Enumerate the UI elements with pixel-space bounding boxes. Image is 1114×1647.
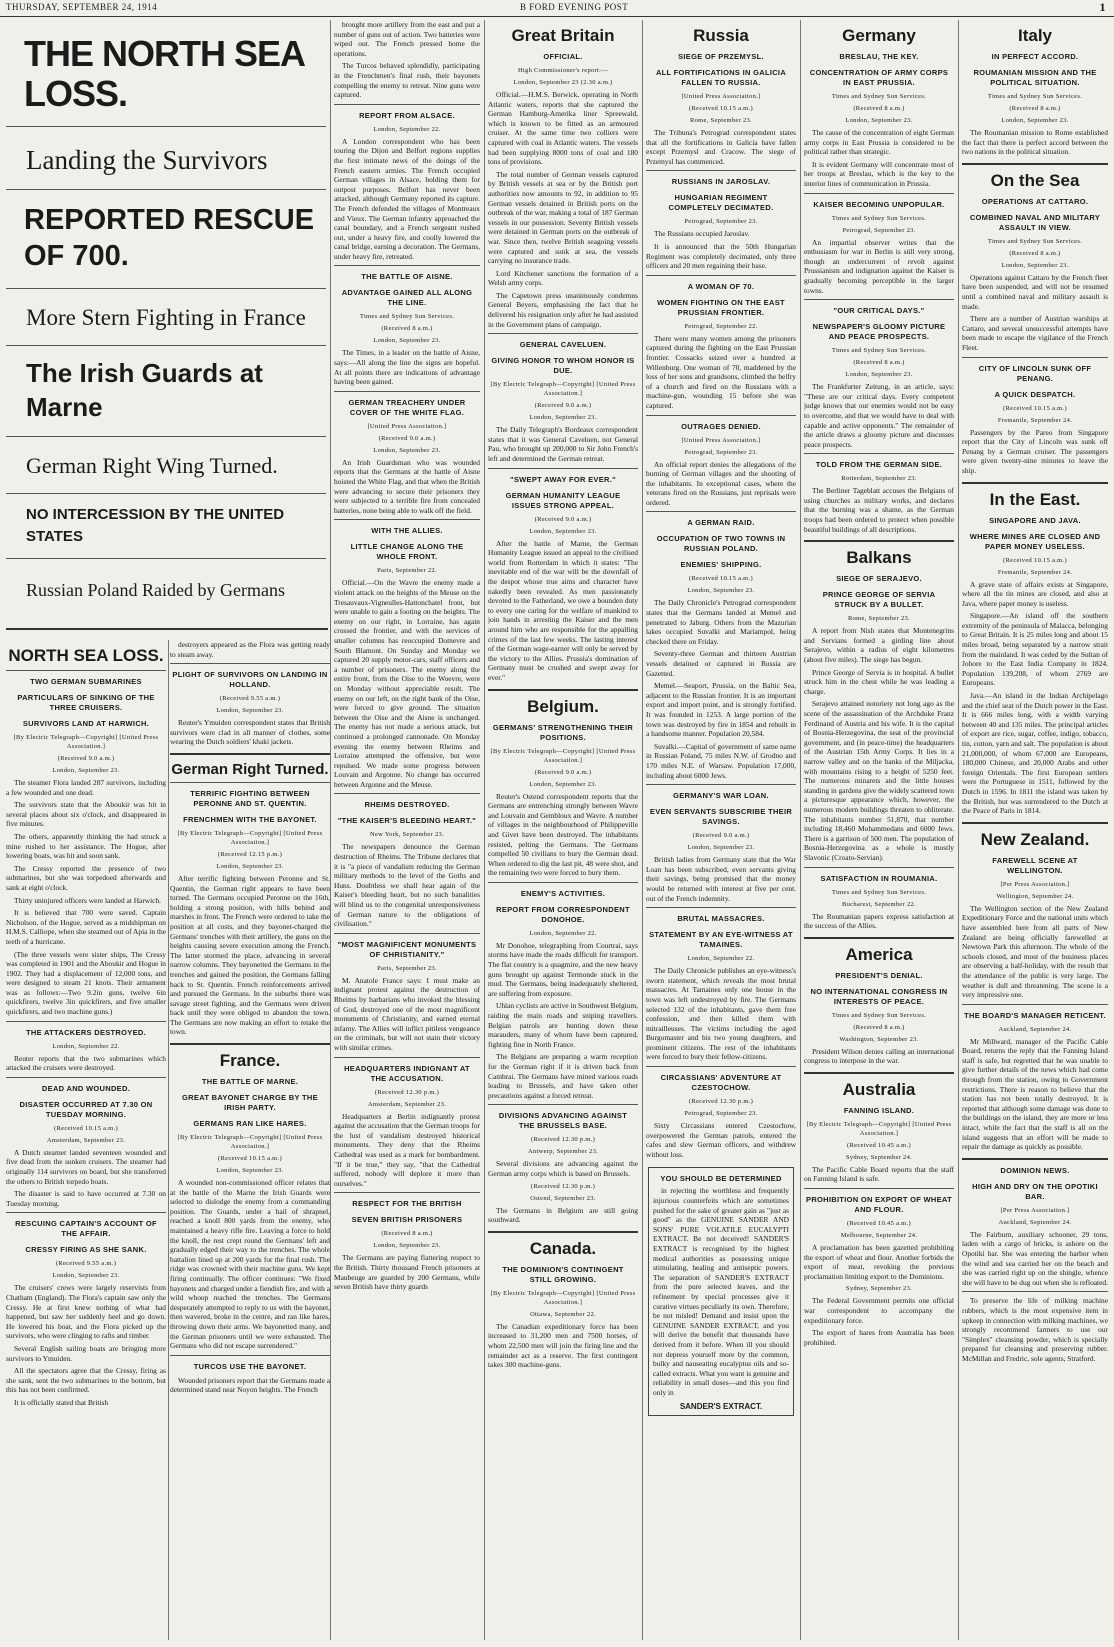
advertisement: [648, 1167, 794, 1415]
received-note: (Received 9.0 a.m.): [534, 768, 592, 776]
paragraph: Several divisions are advancing against the German army corps which is based on Brussels.: [488, 1159, 638, 1178]
paragraph: The export of hares from Australia has been prohibited.: [804, 1328, 954, 1347]
column-rule: [330, 20, 331, 1640]
subheading: STATEMENT BY AN EYE-WITNESS AT TAMAINES.: [649, 930, 793, 950]
paragraph: The survivors state that the Aboukir was hit in several places about six o'clock, and disappeared in five minutes.: [6, 800, 166, 829]
column-rule: [484, 20, 485, 1640]
paragraph: It is evident Germany will concentrate most of her troops at Breslau, which is the key to the interior lines of communication in Prussia.: [804, 159, 954, 188]
byline: [By Electric Telegraph—Copyright] [United Press Association.]: [177, 1134, 323, 1151]
subheading: IN PERFECT ACCORD.: [991, 52, 1079, 61]
subheading: FRENCHMEN WITH THE BAYONET.: [183, 814, 317, 824]
received-note: (Received 10.15 a.m.): [689, 105, 753, 112]
paragraph: brought more artillery from the east and put a number of guns out of action. Two batteries were wiped out. The French pressed home the operations.: [334, 20, 480, 58]
dateline: London, September 23.: [216, 707, 284, 715]
subheading: SINGAPORE AND JAVA.: [989, 515, 1081, 525]
received-note: (Received 10.15 a.m.): [54, 1124, 118, 1132]
byline: High Commissioner's report:—: [517, 67, 609, 74]
subheading: FAREWELL SCENE AT WELLINGTON.: [992, 855, 1078, 875]
dateline: Amsterdam, September 23.: [367, 1100, 447, 1108]
paragraph: Prince George of Servia is in hospital. A bullet struck him in the chest while he was leading a charge.: [804, 667, 954, 696]
paragraph: A London correspondent who has been touring the Dijon and Belfort regions supplies the first intimate news of the doings of the French eastern armies. The French occupied German villages in Alsace, holding them for outpost purposes. Belfort has never been attacked, although Germany reported its capture. The French defended the villages of Montreaux and Vieux. The German infantry approached the canal boundary, and a French sergeant rushed out, under a heavy fire, and coolly lowered the canal bridge, earning a decoration. The Germans, under heavy fire, retreated.: [334, 136, 480, 261]
dateline: London, September 23.: [529, 414, 597, 422]
paragraph: The cruisers' crews were largely reservists from Chatham (England). The Flora's captain saw only the Cressy. He at first knew nothing of what had happened, but saw her suddenly heel and go down. He lowered his boat, and the Flora picked up the survivors, who were clinging to rafts and timber.: [6, 1283, 166, 1341]
dateline: London, September 23.: [529, 527, 597, 535]
subheading: REPORT FROM CORRESPONDENT DONOHOE.: [496, 904, 630, 924]
subheading: GENERAL CAVELUEN.: [519, 340, 607, 350]
byline: Times and Sydney Sun Services.: [831, 214, 927, 222]
ad-heading: YOU SHOULD BE DETERMINED: [660, 1174, 782, 1184]
dateline: Fremantle, September 24.: [997, 568, 1073, 576]
subheading: "OUR CRITICAL DAYS.": [833, 306, 925, 316]
paragraph: The Germans in Belgium are still going southward.: [488, 1205, 638, 1225]
received-note: (Received 9.55 a.m.): [219, 695, 281, 703]
subheading: GERMANY'S WAR LOAN.: [673, 791, 769, 801]
dateline: Paris, September 23.: [377, 964, 437, 972]
banner-divider: [6, 628, 328, 630]
received-note: (Received 12.15 p.m.): [217, 850, 283, 858]
paragraph: Reuter's Ymuiden correspondent states that British survivors were clad in all manner of clothes, some wearing the Dutch soldiers' khaki jackets.: [170, 718, 330, 747]
received-note: (Received 12.30 p.m.): [530, 1182, 596, 1190]
paragraph: Suvalki.—Capital of government of same name in Russian Poland, 75 miles N.W. of Grodno and 170 miles N.E. of Warsaw. Population 17,000, including about 6000 Jews.: [646, 741, 796, 780]
byline: [Per Press Association.]: [1000, 1206, 1070, 1214]
byline: [By Electric Telegraph—Copyright] [United Press Association.]: [806, 1120, 952, 1137]
received-note: (Received 9.0 a.m.): [692, 832, 750, 840]
subheading: KAISER BECOMING UNPOPULAR.: [813, 199, 945, 209]
paragraph: The Times, in a leader on the battle of Aisne, says:—All along the line the signs are hopeful. At all points there are indications of advantage having been gained.: [334, 348, 480, 387]
column-germany: [804, 20, 954, 1640]
paragraph: An impartial observer writes that the enthusiasm for war in Berlin is still very strong, though an undercurrent of revolt against Prussianism and indignation against the Kaiser is gradually becoming perceptible in the larger towns.: [804, 237, 954, 295]
subheading: CIRCASSIANS' ADVENTURE AT CZESTOCHOW.: [660, 1073, 782, 1093]
paragraph: British ladies from Germany state that the War Loan has been subscribed, even servants giving their savings, being promised that the money would be returned with interest at five per cent. out of the French indemnity.: [646, 855, 796, 903]
byline: [By Electric Telegraph—Copyright] [United Press Association.]: [490, 747, 636, 764]
dateline: London, September 23 (2.30 a.m.): [513, 79, 613, 86]
paragraph: The Roumanian mission to Rome established the fact that there is perfect accord between the two nations in the political situation.: [962, 128, 1108, 157]
subheading: THE DOMINION'S CONTINGENT STILL GROWING.: [502, 1264, 624, 1284]
subheading: SATISFACTION IN ROUMANIA.: [820, 873, 938, 883]
subheading: COMBINED NAVAL AND MILITARY ASSAULT IN VIEW.: [969, 212, 1101, 232]
paragraph: The Pacific Cable Board reports that the staff on Fanning Island is safe.: [804, 1164, 954, 1184]
section-heading: Belgium.: [527, 696, 599, 716]
byline: [By Electric Telegraph—Copyright] [United Press Association.]: [490, 381, 636, 398]
column-german-right: [170, 640, 330, 1640]
subheading: DISASTER OCCURRED AT 7.30 ON TUESDAY MORNING.: [19, 1099, 153, 1119]
dateline: London, September 22.: [52, 1042, 120, 1050]
paragraph: The disaster is said to have occurred at 7.30 on Tuesday morning.: [6, 1189, 166, 1208]
banner-headline-2: Landing the Survivors: [26, 145, 268, 175]
received-note: (Received 9.0 a.m.): [378, 434, 436, 442]
paragraph: It is believed that 700 were saved. Captain Nicholson, of the Hogue, served as a midshipman on H.M.S. Calliope, when she steamed out of Apia in the teeth of a hurricane.: [6, 908, 166, 946]
paragraph: Serajevo attained notoriety not long ago as the scene of the assassination of the Archduke Franz Ferdinand of Austria and his wife. It is the capital of Bosnia-Herzegovina, the seat of the provincial government, and (in peace-time) the headquarters of the Austrian 15th Army Corps. It lies in a narrow valley and on the banks of the Miljacka, with mountains rising to a height of 5250 feet. The numerous minarets and the little houses standing in gardens give the widely scattered town a picturesque appearance which, however, the numerous modern buildings threaten to obliterate. The inhabitants number 51,870, that number including 18,460 Mohammedans and 6000 Jews. There is a garrison of 500 men. The population of Bosnia-Herzegovina as a whole is mostly Slavonic (Croato-Servian).: [804, 699, 954, 862]
subheading: CRESSY FIRING AS SHE SANK.: [25, 1245, 147, 1255]
byline: [United Press Association.]: [681, 436, 761, 444]
section-heading: Balkans: [846, 548, 912, 568]
paragraph: The Fairburn, auxiliary schooner, 29 tons, laden with a cargo of bricks, is ashore on the Opotiki bar. She was entering the harbor when the wind and sea carried her on the beach and she was carried right up on the shingle, whence she will have to be dug out when she is refloated.: [962, 1229, 1108, 1287]
paragraph: The Germans are paying flattering respect to the British. Thirty thousand French prisoners at Maubeuge are guarded by 200 Germans, while seven British have thirty guards: [334, 1253, 480, 1292]
subheading: GERMANS' STRENGTHENING THEIR POSITIONS.: [492, 722, 634, 742]
dateline: Petrograd, September 23.: [684, 218, 758, 226]
paragraph: A Dutch steamer landed seventeen wounded and five dead from the sunken cruisers. The steamer had originally 114 survivors on board, but she transferred the others to British torpedo boats.: [6, 1147, 166, 1186]
paragraph: The Canadian expeditionary force has been increased to 31,200 men and 7500 horses, of whom 22,500 men will join the firing line and the remainder act as a reserve. The first contingent takes 300 machine-guns.: [488, 1321, 638, 1370]
subheading: WITH THE ALLIES.: [371, 526, 443, 536]
paragraph: The Berliner Tageblatt accuses the Belgians of using churches as military works, and declares that the burning was a shame, as the German troops had been ordered to protect when possible beautiful buildings of all descriptions.: [804, 486, 954, 534]
received-note: (Received 12.30 p.m.): [688, 1098, 754, 1106]
subheading: SEVEN BRITISH PRISONERS: [351, 1215, 463, 1225]
byline: [United Press Association.]: [681, 93, 761, 100]
subheading: OUTRAGES DENIED.: [681, 421, 761, 431]
banner-headlines: [6, 20, 326, 640]
column-russia: [646, 20, 796, 1640]
dateline: Fremantle, September 24.: [997, 416, 1073, 424]
received-note: (Received 8 a.m.): [853, 1023, 905, 1031]
subheading: GERMAN TREACHERY UNDER COVER OF THE WHITE FLAG.: [348, 397, 466, 417]
received-note: (Received 9.0 a.m.): [57, 755, 115, 762]
subheading: THE BATTLE OF AISNE.: [361, 272, 453, 282]
paragraph: To preserve the life of milking machine rubbers, which is the most expensive item in upkeep in connection with milking machines, we strongly recommend farmers to use our "Simplex" cleansing powder, which is specially prepared for cleansing and preserving rubber. McMillan and Fredric, sole agents, Stratford.: [962, 1296, 1108, 1363]
paragraph: A report from Nish states that Montenegrins and Servians formed a girding line about Serajevo, within a radius of eight kilometres (about five miles). The siege has begun.: [804, 626, 954, 665]
byline: Times and Sydney Sun Services.: [831, 888, 927, 896]
paragraph: The Capetown press unanimously condemns General Beyers, emphasising the fact that he delivered his resignation only after he had assisted in the Government plans of campaign.: [488, 290, 638, 329]
paragraph: An Irish Guardsman who was wounded reports that the Germans at the battle of Aisne hoisted the White Flag, and that when the British were advancing to secure their prisoners they were subjected to a terrible fire from concealed batteries, none being able to walk off the field.: [334, 457, 480, 515]
paragraph: A proclamation has been gazetted prohibiting the export of wheat and flour. Another forbids the export of meat, revoking the previous proclamation limiting export to the Dominions.: [804, 1243, 954, 1281]
dateline: Bucharest, September 22.: [842, 900, 916, 908]
dateline: Auckland, September 24.: [998, 1218, 1072, 1226]
paragraph: The Russians occupied Jaroslav.: [654, 229, 750, 239]
subheading: A GERMAN RAID.: [687, 518, 755, 528]
dateline: Ottawa, September 22.: [530, 1310, 596, 1318]
section-heading: Italy: [1017, 26, 1053, 45]
column-north-sea: [6, 640, 166, 1640]
subheading: "SWEPT AWAY FOR EVER.": [510, 474, 616, 484]
subheading: ENEMIES' SHIPPING.: [680, 560, 762, 570]
paragraph: Thirty uninjured officers were landed at Harwich.: [14, 895, 162, 905]
paragraph: It is announced that the 50th Hungarian Regiment was completely decimated, only three officers and 20 men regaining their base.: [646, 241, 796, 271]
dateline: Washington, September 23.: [839, 1035, 919, 1043]
received-note: (Received 10.15 a.m.): [1003, 556, 1067, 564]
paragraph: There were many women among the prisoners captured during the fighting on the East Prussian frontier. Cossacks seized over a hundred at Willenburg. One woman of 70, maddened by the loss of her sons and grandsons, climbed the belfry of a church and fired on the Russians with a machine-gun, wounding 15 before she was captured.: [646, 333, 796, 410]
subheading: ROUMANIAN MISSION AND THE POLITICAL SITUATION.: [973, 68, 1097, 87]
received-note: (Received 10.15 a.m.): [1003, 404, 1067, 412]
paragraph: The Daily Chronicle publishes an eye-witness's sworn statement, which reveals the most brutal massacres. At Tamaines only one house in the town was left undestroyed by fire. The Germans selected 132 of the inhabitants, gave them free confession, and then killed them with mitrailleuses. The victims including the aged Burgomaster and his two young daughters, and prominent citizens. The rest of the inhabitants were forced to bury their fellow-citizens.: [646, 966, 796, 1062]
paragraph: The Daily Chronicle's Petrograd correspondent states that the Germans landed at Memel and penetrated to Jaburg. Others from the Mazurian lakes occupied Suvalki and Mariampol, being checked there on Friday.: [646, 598, 796, 646]
byline: [By Electric Telegraph—Copyright] [United Press Association.]: [13, 734, 159, 750]
dateline: London, September 23.: [216, 862, 284, 870]
column-great-britain: [488, 20, 638, 1640]
paragraph: Singapore.—An island off the southern extremity of the peninsula of Malacca, belonging to Great Britain. It is 25 miles long and about 15 miles broad, being separated by a narrow strait from the mainland. It was ceded by the Sultan of Johore to the East India Company in 1824. Population 139,208, of whom 2769 are Europeans.: [962, 611, 1108, 688]
column-rule: [958, 20, 959, 1640]
dateline: Amsterdam, September 23.: [46, 1136, 126, 1144]
received-note: (Received 9.0 a.m.): [534, 515, 592, 523]
subheading: BRUTAL MASSACRES.: [677, 914, 765, 924]
dateline: Rome, September 23.: [847, 615, 911, 623]
dateline: Antwerp, September 23.: [527, 1148, 599, 1156]
subheading: THE BOARD'S MANAGER RETICENT.: [964, 1010, 1106, 1020]
paragraph: Operations against Cattaro by the French fleet have been suspended, and will not be resumed until a combined naval and military assault is made.: [962, 272, 1108, 311]
paragraph: The Frankfurter Zeitung, in an article, says: "These are our critical days. Every competent judge knows that our enemies would not be easy to overcome, and that we would have to deal with capable and active opponents." The remainder of the article draws a gloomy picture and discusses peace prospects.: [804, 382, 954, 449]
subheading: PROHIBITION ON EXPORT OF WHEAT AND FLOUR.: [806, 1195, 952, 1215]
subheading: HIGH AND DRY ON THE OPOTIKI BAR.: [972, 1181, 1098, 1201]
paragraph: Official.—H.M.S. Berwick, operating in North Atlantic waters, reports that she captured the German Hamburg-Amerika liner Spreewald, which is known to be fitted as an armoured cruiser. At the same time two colliers were captured with coal in Atlantic waters. The vessels had been supplying 8000 tons of coal and 180 tons of provisions.: [488, 90, 638, 167]
dateline: Paris, September 22.: [377, 567, 437, 575]
subheading: OCCUPATION OF TWO TOWNS IN RUSSIAN POLAND.: [656, 534, 786, 554]
dateline: Sydney, September 24.: [845, 1153, 913, 1161]
paragraph: The steamer Flora landed 287 survivors, including a few wounded and one dead.: [6, 778, 166, 797]
subheading: BRESLAU, THE KEY.: [839, 52, 919, 61]
paragraph: Uhlan cyclists are active in Southwest Belgium, raiding the main roads and sniping travellers. Belgian patrols are hunting down these marauders, many of whom have been captured, fighting fine in North France.: [488, 1001, 638, 1049]
dateline: Petrograd, September 23.: [684, 448, 758, 456]
dateline: London, September 23.: [845, 117, 913, 124]
received-note: (Received 8 a.m.): [853, 359, 905, 367]
page-number: 1: [1099, 0, 1106, 14]
dateline: Rotterdam, September 23.: [841, 475, 917, 483]
subheading: HEADQUARTERS INDIGNANT AT THE ACCUSATION.: [344, 1063, 470, 1083]
received-note: (Received 8 a.m.): [1009, 249, 1061, 257]
subheading: SURVIVORS LAND AT HARWICH.: [22, 719, 150, 728]
dateline: Sydney, September 23.: [845, 1285, 913, 1293]
dateline: Auckland, September 24.: [998, 1025, 1072, 1033]
paragraph: Java.—An island in the Indian Archipelago and the chief seat of the Dutch power in the East. It is 666 miles long, with a width varying between 40 and 135 miles. The principal articles of export are rice, sugar, coffee, indigo, tobacco, tin, cotton, yarn and salt. The population is about 21,000,000, of whom 67,000 are Europeans, 180,000 Chinese, and 20,000 Arabs and other foreign Orientals. The first European settlers were the Portuguese in 1511, followed by the Dutch in 1596. In 1811 the island was taken by the British, but was surrendered to the Dutch at the Peace of Paris in 1814.: [962, 691, 1108, 816]
subheading: WHERE MINES ARE CLOSED AND PAPER MONEY USELESS.: [969, 531, 1101, 551]
section-heading: In the East.: [989, 489, 1081, 509]
paragraph: Official.—On the Wavre the enemy made a violent attack on the heights of the Meuse on the Tresauvaux-Vigneulles-Hattonchatel front, but were unable to gain a footing on the heights. The enemy on our right, in Lorraine, has again crossed the frontier, and with the services of smaller columns has reoccupied Domevre and South Blamont. On Sunday and Monday we captured 20 supply motor-cars, staff officers and a number of prisoners. The enemy along the entire front, from the Oise to the Woevre, were on Monday without appreciable result. The enemy on our left, on the right bank of the Oise, were forced to give ground. The situation between the Oise and the Aisne is unchanged. The enemy has not made a serious attack, but continued a prolonged cannonade. On Monday evening the enemy between Rheims and Lorraine attempted the offensive, but were repulsed. We made some progress between Louvain and Argonne. No change has occurred between Argonne and the Meuse.: [334, 578, 480, 789]
subheading: NO INTERNATIONAL CONGRESS IN INTERESTS OF PEACE.: [810, 986, 948, 1006]
banner-headline-5: The Irish Guards at Marne: [26, 358, 263, 422]
subheading: ENEMY'S ACTIVITIES.: [520, 888, 606, 898]
subheading: TWO GERMAN SUBMARINES: [30, 677, 142, 686]
dateline: Wellington, September 24.: [996, 892, 1074, 900]
received-note: (Received 8 a.m.): [381, 1230, 433, 1238]
byline: [By Electric Telegraph—Copyright] [United Press Association.]: [177, 829, 323, 846]
paragraph: After terrific fighting between Peronne and St. Quentin, the German right appears to have been turned. The Germans occupied Peronne on the 16th, holding a strong position, with hills behind and marshes in front. The French were ordered to take the position at all costs, and they bayonet-charged the Germans' trenches with their artillery, the guns on the heights causing severe execution among the French. The latter stormed the place, advancing in several narrow columns. They bayonetted the Germans in the trenches and gained the position, the Germans falling back to St. Quentin. French reinforcements arrived and pursued the Germans. In the suburbs there was savage street fighting, and the Germans were driven back until they were obliged to abandon the town. The Germans are now making an effort to retake the town.: [170, 873, 330, 1037]
subheading: A WOMAN OF 70.: [687, 281, 755, 291]
subheading: DEAD AND WOUNDED.: [41, 1083, 131, 1093]
subheading: OPERATIONS AT CATTARO.: [981, 196, 1089, 206]
dateline: Petrograd, September 22.: [684, 322, 758, 330]
byline: [Per Press Association.]: [1000, 880, 1070, 888]
paragraph: The cause of the concentration of eight German army corps in East Prussia is considered to be political rather than strategic.: [804, 128, 954, 157]
section-heading: Great Britain: [511, 26, 615, 45]
received-note: (Received 8 a.m.): [1009, 105, 1061, 112]
paragraph: Several English sailing boats are bringing more survivors to Ymuiden.: [6, 1343, 166, 1363]
section-heading: France.: [219, 1051, 281, 1071]
dateline: London, September 23.: [52, 1272, 120, 1280]
byline: Times and Sydney Sun Services.: [359, 313, 455, 321]
byline: Times and Sydney Sun Services.: [831, 1011, 927, 1019]
column-rule: [642, 20, 643, 1640]
paragraph: (The three vessels were sister ships, The Cressy was completed in 1901 and the Aboukir and Hogue in 1902. They had a displacement of 12,000 tons, and were designed to steam 21 knots. Their armament was as follows:—Two 9.2in guns, twelve 6in quickfirers, twelve 3in quickfirers, and five smaller quickfirers, and two machine guns.): [6, 949, 166, 1017]
subheading: ALL FORTIFICATIONS IN GALICIA FALLEN TO RUSSIA.: [655, 68, 787, 87]
dateline: London, September 23.: [687, 587, 755, 595]
byline: Times and Sydney Sun Services.: [987, 237, 1083, 245]
subheading: EVEN SERVANTS SUBSCRIBE THEIR SAVINGS.: [649, 807, 793, 827]
received-note: (Received 10.45 a.m.): [847, 1220, 911, 1228]
banner-headline-7: NO INTERCESSION BY THE UNITED STATES: [26, 506, 285, 545]
paragraph: The Daily Telegraph's Bordeaux correspondent states that it was General Caveluen, not General Pau, who brought up 200,000 to Sir John French's left and determined the German retreat.: [488, 425, 638, 464]
dateline: London, September 23.: [687, 844, 755, 852]
paragraph: After the battle of Marne, the German Humanity League issued an appeal to the civilised world from Rotterdam in which it states: "The inevitable end of the war will be the downfall of the despot whose true aims and character have nakedly been revealed. As men passionately devoted to the Fatherland, we owe a bounden duty to every one caring for the welfare of mankind to join hands in arresting the Kaiser and the men around him who are responsible for the appalling crimes of the last few weeks. The lasting interest of the German wage-earner will only be served by the victory to the Allies. Prussia's domination of Germany must be crushed and swept away for ever.": [488, 538, 638, 682]
paragraph: The total number of German vessels captured by British vessels at sea or by the British port authorities now amounts to 92, in addition to 95 German vessels detained in British ports on the outbreak of the war, making a total of 187 German vessels in our possession. Seventy British vessels were detained in German ports on the outbreak of war. Since then, twelve British seagoing vessels were captured and sunk at sea, the vessels carrying no insurance trade.: [488, 169, 638, 266]
dateline: London, September 23.: [1001, 261, 1069, 269]
paragraph: Mr Millward, manager of the Pacific Cable Board, returns the reply that the Fanning Island staff is safe, but regretted that he was unable to give further details of the news which had come through from the station, owing to Government restrictions. There is reason to believe that the station has not been totally destroyed. It is reported that although some damage was done to the buildings on the island, they are more or less intact, while the fact that the staff is all on the island suggests that an effort will be made to repair the damage as quickly as possible.: [962, 1036, 1108, 1152]
banner-headline-6: German Right Wing Turned.: [26, 453, 278, 478]
column-rule: [800, 20, 801, 1640]
subheading: TOLD FROM THE GERMAN SIDE.: [815, 460, 943, 470]
section-heading: Australia: [842, 1079, 916, 1099]
section-heading: Russia: [693, 26, 749, 45]
dateline: Rome, September 23.: [689, 117, 753, 124]
paragraph: An official report denies the allegations of the burning of German villages and the shooting of the inhabitants. In exceptional cases, where the veterans fired on the Russians, just reprisals were ordered.: [646, 459, 796, 507]
subheading: PRESIDENT'S DENIAL.: [835, 970, 923, 980]
subheading: TERRIFIC FIGHTING BETWEEN PERONNE AND ST. QUENTIN.: [190, 788, 310, 808]
subheading: THE ATTACKERS DESTROYED.: [26, 1027, 146, 1037]
dateline: New York, September 23.: [369, 831, 445, 839]
column-battle-reports: [334, 20, 480, 1640]
byline: [By Electric Telegraph—Copyright] [United Press Association.]: [490, 1289, 636, 1306]
dateline: London, September 23.: [373, 337, 441, 345]
byline: Times and Sydney Sun Services.: [831, 93, 927, 100]
paragraph: The Roumanian papers express satisfaction at the success of the Allies.: [804, 911, 954, 931]
section-heading: On the Sea: [990, 170, 1080, 190]
paper-name: B FORD EVENING POST: [520, 2, 629, 12]
section-heading: Germany: [842, 26, 916, 45]
subheading: TURCOS USE THE BAYONET.: [193, 1361, 307, 1371]
subheading: GERMAN HUMANITY LEAGUE ISSUES STRONG APPEAL.: [505, 490, 621, 510]
dateline: London, September 23.: [373, 446, 441, 454]
paragraph: The Tribuna's Petrograd correspondent states that all the fortifications in Galicia have fallen except Przemysl and Cracow. The siege of Przemysl has commenced.: [646, 128, 796, 166]
issue-date: THURSDAY, SEPTEMBER 24, 1914: [6, 2, 158, 12]
subheading: FANNING ISLAND.: [843, 1105, 915, 1115]
paragraph: Memel.—Seaport, Prussia, on the Baltic Sea, adjacent to the Russian frontier. It is an important export and import point, and is strongly fortified. It was founded in 1253. A large portion of the town was destroyed by fire in 1854 and rebuilt in a handsome manner. Population 20,584.: [646, 681, 796, 739]
section-heading: NORTH SEA LOSS.: [8, 646, 164, 665]
paragraph: A grave state of affairs exists at Singapore, where all the tin mines are closed, and also at Java, where paper money is useless.: [962, 579, 1108, 608]
subheading: ADVANTAGE GAINED ALL ALONG THE LINE.: [341, 288, 473, 308]
subheading: SIEGE OF SERAJEVO.: [836, 574, 922, 584]
dateline: London, September 23.: [529, 780, 597, 788]
dateline: Melbourne, September 24.: [840, 1232, 918, 1240]
subheading: LITTLE CHANGE ALONG THE WHOLE FRONT.: [350, 542, 464, 562]
dateline: London, September 22.: [529, 929, 597, 937]
paragraph: Sixty Circassians entered Czestochow, overpowered the German patrols, entered the cafes and slew German officers, and withdrew without loss.: [646, 1121, 796, 1159]
banner-headline-4: More Stern Fighting in France: [26, 305, 306, 330]
paragraph: There are a number of Austrian warships at Cattaro, and several unsuccessful attempts have been made to escape the vigilance of the French Fleet.: [962, 314, 1108, 352]
subheading: PLIGHT OF SURVIVORS ON LANDING IN HOLLAND.: [172, 670, 328, 690]
subheading: A QUICK DESPATCH.: [994, 389, 1076, 399]
paragraph: The Wellington section of the New Zealand Expeditionary Force and the national units which have assembled here from all parts of New Zealand are being officially farewelled at Newtown Park this afternoon. The whole of the schools closed, and most of the business places are observing a half-holiday, with the result that the attendance of the public is very large. The weather is dull and threatening. The scene is a very impressive one.: [962, 903, 1108, 1000]
column-italy: [962, 20, 1108, 1640]
paragraph: Reuter's Ostend correspondent reports that the Germans are entrenching strongly between Wavre and Louvain and Gembloux and Wavre. A number of villages in the neighbourhood of Philippeville and Givet have been destroyed. The inhabitants resisted, pelting the Germans. The Germans compelled 50 civilians to bury the German dead. When ordered to dig the last pit, 48 were shot, and the remaining two were forced to bury them.: [488, 791, 638, 878]
banner-headline-3: REPORTED RESCUE OF 700.: [24, 204, 315, 272]
subheading: RESCUING CAPTAIN'S ACCOUNT OF THE AFFAIR.: [15, 1219, 157, 1239]
subheading: RUSSIANS IN JAROSLAV.: [671, 177, 771, 187]
paragraph: It is officially stated that British: [14, 1397, 109, 1407]
subheading: PARTICULARS OF SINKING OF THE THREE CRUISERS.: [17, 693, 155, 712]
subheading: WOMEN FIGHTING ON THE EAST PRUSSIAN FRONTIER.: [657, 297, 785, 317]
byline: Times and Sydney Sun Services.: [831, 347, 927, 355]
paragraph: Seventy-three German and thirteen Austrian vessels detained or captured in Russia are Gazetted.: [646, 649, 796, 678]
section-heading: New Zealand.: [980, 829, 1090, 849]
dateline: London, September 23.: [52, 767, 120, 774]
subheading: SIEGE OF PRZEMYSL.: [678, 52, 764, 61]
paragraph: The Cressy reported the presence of two submarines, but she was torpedoed afterwards and sank at eight o'clock.: [6, 863, 166, 892]
subheading: RHEIMS DESTROYED.: [364, 800, 450, 810]
section-heading: German Right Turned.: [171, 760, 329, 778]
byline: Times and Sydney Sun Services.: [987, 93, 1083, 100]
dateline: London, September 23.: [373, 1242, 441, 1250]
dateline: Ostend, September 23.: [530, 1194, 596, 1202]
dateline: London, September 23.: [845, 371, 913, 379]
received-note: (Received 8 a.m.): [381, 325, 433, 333]
subheading: CITY OF LINCOLN SUNK OFF PENANG.: [978, 363, 1092, 383]
paragraph: Lord Kitchener sanctions the formation of a Welsh army corps.: [488, 268, 638, 288]
ad-brand: SANDER'S EXTRACT.: [679, 1401, 763, 1411]
received-note: (Received 10.45 a.m.): [847, 1141, 911, 1149]
paragraph: M. Anatole France says: I must make an indignant protest against the destruction of Rheims by barbarians who invoked the blessing of God, destroyed one of the most magnificent monuments of Christianity, and earned eternal infamy. The Allies will inflict pitiless vengeance on the criminals, but will not stain their victory with similar crimes.: [334, 975, 480, 1052]
subheading: DIVISIONS ADVANCING AGAINST THE BRUSSELS BASE.: [498, 1111, 628, 1131]
subheading: REPORT FROM ALSACE.: [359, 110, 455, 120]
received-note: (Received 10.15 a.m.): [689, 575, 753, 583]
paragraph: The others, apparently thinking the had struck a mine rushed to her assistance. The Hogue, after lowering boats, was hit and soon sank.: [6, 831, 166, 861]
paragraph: Wounded prisoners report that the Germans made a determined stand near Noyon heights. The French: [170, 1375, 330, 1395]
subheading: DOMINION NEWS.: [1000, 1165, 1070, 1175]
subheading: GIVING HONOR TO WHOM HONOR IS DUE.: [491, 356, 635, 376]
dateline: London, September 23.: [216, 1167, 284, 1175]
received-note: (Received 8 a.m.): [853, 105, 905, 112]
subheading: "THE KAISER'S BLEEDING HEART.": [337, 816, 477, 826]
subheading: GREAT BAYONET CHARGE BY THE IRISH PARTY.: [182, 1093, 318, 1113]
paragraph: All the spectators agree that the Cressy, firing as she sank, sent the two submarines to the bottom, but this has not been confirmed.: [6, 1366, 166, 1395]
paragraph: Reuter reports that the two submarines which attacked the cruisers were destroyed.: [6, 1053, 166, 1073]
subheading: NEWSPAPER'S GLOOMY PICTURE AND PEACE PROSPECTS.: [812, 322, 946, 342]
subheading: PRINCE GEORGE OF SERVIA STRUCK BY A BULLET.: [822, 590, 936, 610]
paragraph: President Wilson denies calling an international congress to interpose in the war.: [804, 1046, 954, 1066]
column-rule: [168, 640, 169, 1640]
received-note: (Received 12.30 p.m.): [530, 1136, 596, 1144]
received-note: (Received 12.30 p.m.): [374, 1088, 440, 1096]
subheading: GERMANS RAN LIKE HARES.: [193, 1119, 307, 1129]
subheading: OFFICIAL.: [543, 52, 583, 61]
byline: [United Press Association.]: [367, 422, 447, 430]
paragraph: The Belgians are preparing a warm reception for the German right if it is driven back from Cambrai. The Germans have mined various roads leading to Brussels, and have taken other precautions against a forced retreat.: [488, 1052, 638, 1100]
paragraph: destroyers appeared as the Flora was getting ready to steam away.: [170, 640, 330, 659]
dateline: Petrograd, September 23.: [684, 1110, 758, 1118]
paragraph: The Turcos behaved splendidly, participating in the Frenchmen's final rush, their bayonets compelling the enemy to retreat. Nine guns were captured.: [334, 61, 480, 100]
subheading: HUNGARIAN REGIMENT COMPLETELY DECIMATED.: [668, 193, 774, 213]
paragraph: Headquarters at Berlin indignantly protest against the accusation that the German troops for the lust of vandalism destroyed historical monuments. They deny that the Rheims Cathedral was used as a mark for bombardment. "If it be true," they say, "that the Cathedral suffered, nobody will deplore it more than ourselves.": [334, 1111, 480, 1188]
paragraph: The newspapers denounce the German destruction of Rheims. The Tribune declares that it is "a piece of vandalism reducing the German military methods to the level of the Goths and Huns. Doubtless we shall hear again of the Kaiser's bleeding heart, but no such banalities will blind us to the congenital unresponsiveness of German nature to the obligations of civilisation.": [334, 842, 480, 929]
banner-headline-8: Russian Poland Raided by Germans: [26, 580, 285, 600]
paragraph: A wounded non-commissioned officer relates that at the battle of the Marne the Irish Guards were selected to dislodge the enemy from a commanding position. The Guards, under a hail of shrapnel, reached a knoll 800 yards from the enemy, who maintained a heavy rifle fire. Leaving a force to hold the knoll, the rest crept round the Germans' left and gradually edged their way to the trenches. The whole battalion lined up at 200 yards for the final rush. The ridge was crowned with their machine guns. We kept firing continually. The officer continues: "We fixed bayonets and charged under a fiendish fire, and with a wild whoop reached the trenches. The Germans desperately attempted to reply to us with the bayonet, then wavered, broke in the centre, and ran like hares, throwing down their arms. We bayonetted many, and the German prisoners until we were exhausted. The Germans who did not escape surrendered.": [170, 1178, 330, 1351]
masthead: [0, 0, 1114, 17]
paragraph: Passengers by the Pareo from Singapore report that the City of Lincoln was sunk off Penang by a German cruiser. The passengers were given twenty-nine minutes to leave the ship.: [962, 427, 1108, 475]
received-note: (Received 9.55 a.m.): [55, 1260, 117, 1268]
paragraph: The Federal Government permits one official war correspondent to accompany the expeditionary force.: [804, 1296, 954, 1325]
ad-text: in rejecting the worthless and frequently injurious counterfeits which are sometimes pushed for the sake of greater gain as "just as good" as the GENUINE SANDER AND SONS' PURE VOLATILE EUCALYPTI EXTRACT. Be not deceived! SANDER'S EXTRACT is recognised by the highest medical authorities as possessing unique stimulating, healing and antiseptic powers. The separation of SANDER'S EXTRACT from the pure selected leaves, and the refinement by special processes give it curative virtues peculiarly its own. Therefore, be not misled! Demand and insist upon the GENUINE SANDER EXTRACT, and you will derive the benefit that thousands have derived from it before. When ill you should not depress yourself more by the common, bulky and nauseating eucalyptus oils and so-called extracts. What you want is genuine and reliability in small doses—and this you find only in: [653, 1186, 789, 1397]
dateline: London, September 22.: [373, 125, 441, 133]
received-note: (Received 9.0 a.m.): [534, 402, 592, 410]
dateline: London, September 22.: [687, 955, 755, 963]
paragraph: Mr Donohoe, telegraphing from Courtrai, says storms have made the roads difficult for transport. The flat country is a quagmire, and the new heavy guns brought up against Termonde stuck in the mud. The Germans, being inadequately sheltered, are suffering from exposure.: [488, 940, 638, 998]
banner-headline-1: THE NORTH SEA LOSS.: [24, 33, 304, 114]
received-note: (Received 10.15 a.m.): [218, 1155, 282, 1163]
subheading: CONCENTRATION OF ARMY CORPS IN EAST PRUSSIA.: [809, 68, 949, 87]
dateline: Petrograd, September 23.: [842, 226, 916, 234]
section-heading: America: [845, 944, 913, 964]
subheading: "MOST MAGNIFICENT MONUMENTS OF CHRISTIANITY.": [337, 939, 477, 959]
subheading: RESPECT FOR THE BRITISH: [352, 1199, 462, 1209]
dateline: London, September 23.: [1001, 117, 1069, 124]
section-heading: Canada.: [529, 1238, 597, 1258]
subheading: THE BATTLE OF MARNE.: [201, 1077, 299, 1087]
